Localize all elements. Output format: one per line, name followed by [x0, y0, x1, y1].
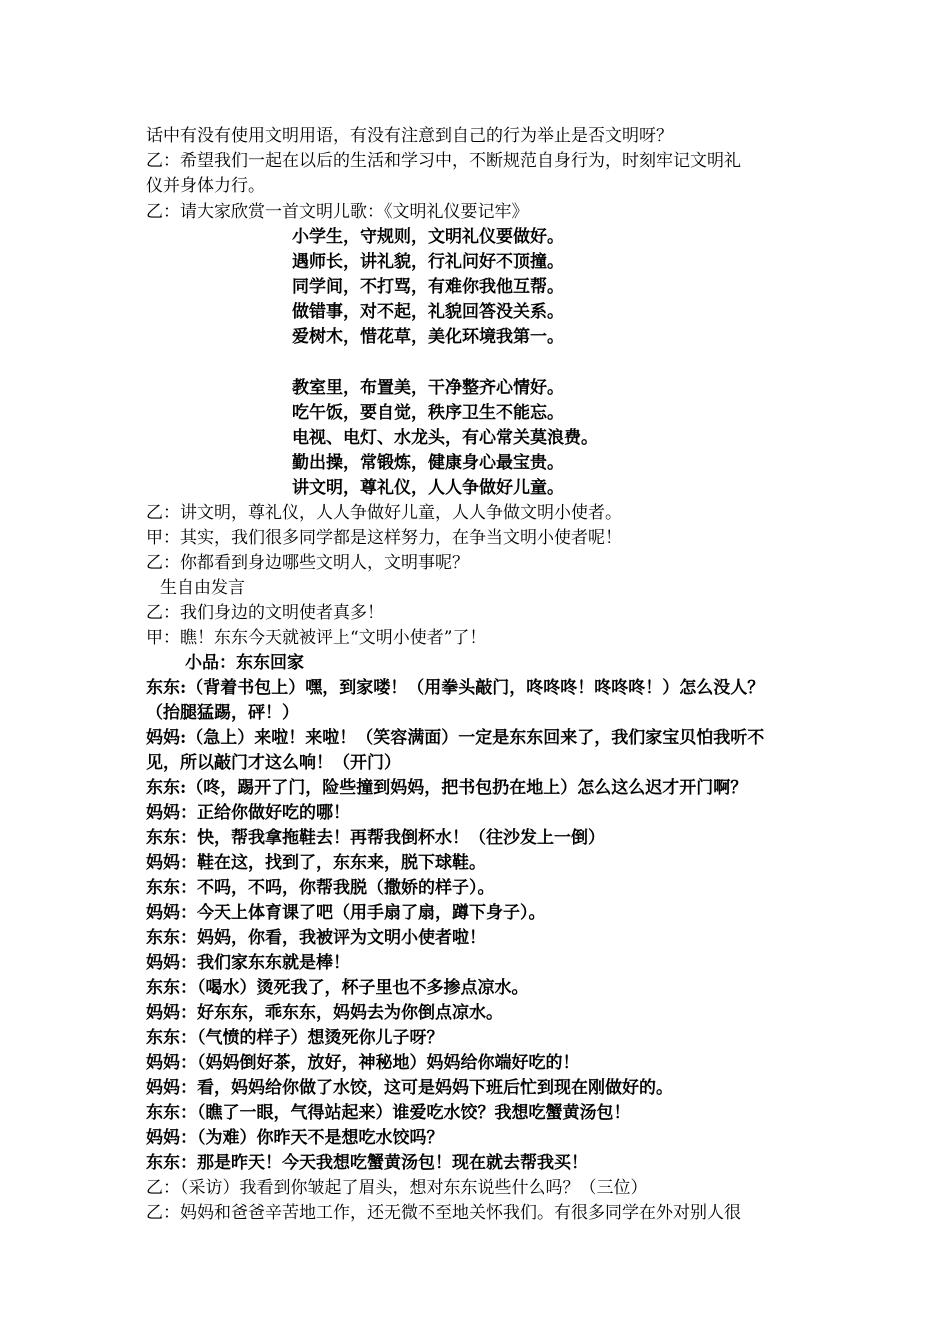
- skit-line: 妈妈：正给你做好吃的哪！: [146, 803, 350, 823]
- poem-line: 遇师长，讲礼貌，行礼问好不顶撞。: [292, 252, 564, 272]
- skit-title: 小品：东东回家: [185, 653, 304, 673]
- text-line: 乙：（采访）我看到你皱起了眉头，想对东东说些什么吗？（三位）: [146, 1178, 648, 1198]
- skit-line: 东东：妈妈，你看，我被评为文明小使者啦！: [146, 928, 486, 948]
- skit-line: 妈妈：看，妈妈给你做了水饺，这可是妈妈下班后忙到现在刚做好的。: [146, 1078, 673, 1098]
- text-line: 乙：你都看到身边哪些文明人，文明事呢？: [146, 553, 469, 573]
- skit-line: 妈妈：（为难）你昨天不是想吃水饺吗？: [146, 1128, 444, 1148]
- poem-line: 教室里，布置美，干净整齐心情好。: [292, 378, 564, 398]
- skit-line: 东东：（气愤的样子）想烫死你儿子呀？: [146, 1028, 444, 1048]
- poem-line: 勤出操，常锻炼，健康身心最宝贵。: [292, 453, 564, 473]
- skit-line: 东东：（瞧了一眼，气得站起来）谁爱吃水饺？我想吃蟹黄汤包！: [146, 1103, 631, 1123]
- skit-line: 妈妈：我们家东东就是棒！: [146, 953, 350, 973]
- poem-line: 做错事，对不起，礼貌回答没关系。: [292, 302, 564, 322]
- poem-line: 同学间，不打骂，有难你我他互帮。: [292, 277, 564, 297]
- text-line: 乙：我们身边的文明使者真多！: [146, 603, 384, 623]
- skit-line: 妈妈：今天上体育课了吧（用手扇了扇，蹲下身子）。: [146, 903, 546, 923]
- skit-line: （抬腿猛踢，砰！）: [146, 703, 299, 723]
- skit-line: 东东：快，帮我拿拖鞋去！再帮我倒杯水！（往沙发上一倒）: [146, 828, 605, 848]
- skit-line: 见，所以敲门才这么响！（开门）: [146, 753, 401, 773]
- skit-line: 妈妈：好东东，乖东东，妈妈去为你倒点凉水。: [146, 1003, 503, 1023]
- text-line: 乙：希望我们一起在以后的生活和学习中，不断规范自身行为，时刻牢记文明礼: [146, 151, 741, 171]
- skit-line: 东东：那是昨天！今天我想吃蟹黄汤包！现在就去帮我买！: [146, 1153, 588, 1173]
- poem-line: 电视、电灯、水龙头，有心常关莫浪费。: [292, 428, 598, 448]
- poem-line: 吃午饭，要自觉，秩序卫生不能忘。: [292, 403, 564, 423]
- skit-line: 妈妈:（急上）来啦！来啦！（笑容满面）一定是东东回来了，我们家宝贝怕我听不: [146, 728, 765, 748]
- text-line: 话中有没有使用文明用语，有没有注意到自己的行为举止是否文明呀？: [146, 126, 673, 146]
- skit-line: 东东:（咚，踢开了门，险些撞到妈妈，把书包扔在地上）怎么这么迟才开门啊？: [146, 778, 748, 798]
- text-line: 仪并身体力行。: [146, 176, 265, 196]
- poem-line: 小学生，守规则，文明礼仪要做好。: [292, 227, 564, 247]
- skit-line: 妈妈：（妈妈倒好茶，放好，神秘地）妈妈给你端好吃的！: [146, 1053, 580, 1073]
- skit-line: 东东：不吗，不吗，你帮我脱（撒娇的样子）。: [146, 878, 495, 898]
- text-line: 甲：瞧！东东今天就被评上“文明小使者”了！: [146, 628, 487, 648]
- poem-line: 爱树木，惜花草，美化环境我第一。: [292, 327, 564, 347]
- text-line: 甲：其实，我们很多同学都是这样努力，在争当文明小使者呢！: [146, 528, 622, 548]
- skit-line: 妈妈：鞋在这，找到了，东东来，脱下球鞋。: [146, 853, 486, 873]
- skit-line: 东东:（背着书包上）嘿，到家喽！（用拳头敲门，咚咚咚！咚咚咚！）怎么没人？: [146, 678, 765, 698]
- text-line: 乙：妈妈和爸爸辛苦地工作，还无微不至地关怀我们。有很多同学在外对别人很: [146, 1203, 741, 1223]
- skit-line: 东东：（喝水）烫死我了，杯子里也不多掺点凉水。: [146, 978, 529, 998]
- text-line: 乙：讲文明，尊礼仪，人人争做好儿童，人人争做文明小使者。: [146, 503, 622, 523]
- text-line: 生自由发言: [160, 578, 245, 598]
- text-line: 乙：请大家欣赏一首文明儿歌：《文明礼仪要记牢》: [146, 202, 529, 222]
- poem-line: 讲文明，尊礼仪，人人争做好儿童。: [292, 478, 564, 498]
